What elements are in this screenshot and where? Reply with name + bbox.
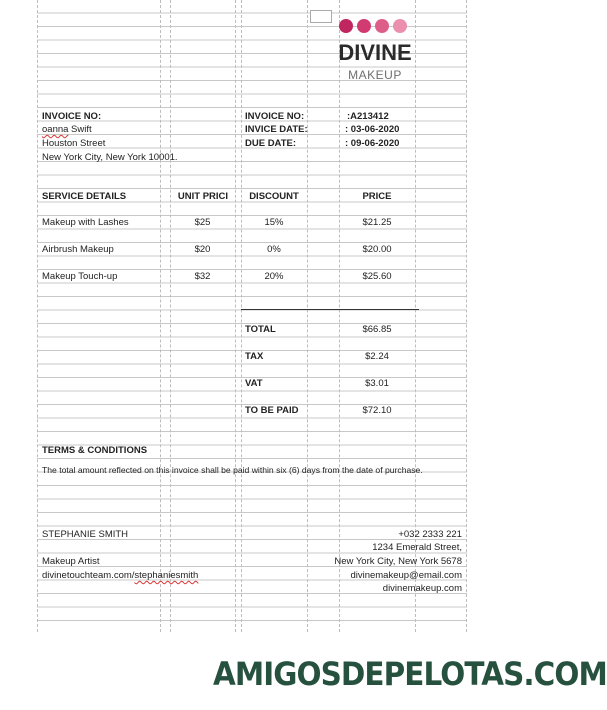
- due-date-label: DUE DATE:: [245, 138, 297, 149]
- artist-name: STEPHANIE SMITH: [42, 529, 129, 540]
- brand-subtitle: MAKEUP: [348, 68, 402, 82]
- terms-heading: TERMS & CONDITIONS: [42, 445, 148, 456]
- client-name: oanna Swift: [42, 124, 92, 135]
- vat-value: $3.01: [365, 378, 389, 389]
- to-be-paid-value: $72.10: [362, 405, 392, 416]
- contact-phone: +032 2333 221: [398, 529, 462, 540]
- header-service: SERVICE DETAILS: [42, 191, 127, 202]
- grid-line: [235, 0, 236, 632]
- header-price: PRICE: [362, 191, 392, 202]
- invoice-date-value: : 03-06-2020: [345, 124, 400, 135]
- table-row-price: $20.00: [362, 244, 392, 255]
- table-row-discount: 15%: [264, 217, 284, 228]
- to-be-paid-label: TO BE PAID: [245, 405, 299, 416]
- due-date-value: : 09-06-2020: [345, 138, 400, 149]
- grid-line: [170, 0, 171, 632]
- table-row-service: Makeup Touch-up: [42, 271, 118, 282]
- website-handle: stephaniesmith: [134, 570, 199, 581]
- tax-value: $2.24: [365, 351, 389, 362]
- table-row-price: $21.25: [362, 217, 392, 228]
- header-discount: DISCOUNT: [249, 191, 299, 202]
- bill-to-label: INVOICE NO:: [42, 111, 102, 122]
- terms-text: The total amount reflected on this invoice shall be paid within six (6) days from the date of purchase.: [42, 465, 423, 475]
- client-city: New York City, New York 10001.: [42, 152, 178, 163]
- table-row-service: Airbrush Makeup: [42, 244, 114, 255]
- brand-dot-icon: [393, 19, 407, 33]
- brand-dot-icon: [357, 19, 371, 33]
- total-label: TOTAL: [245, 324, 276, 335]
- contact-email: divinemakeup@email.com: [350, 570, 462, 581]
- totals-divider: [241, 309, 419, 310]
- grid-line: [160, 0, 161, 632]
- total-value: $66.85: [362, 324, 392, 335]
- grid-line: [241, 0, 242, 632]
- artist-role: Makeup Artist: [42, 556, 100, 567]
- brand-name: DIVINE: [338, 40, 412, 65]
- table-row-discount: 0%: [267, 244, 281, 255]
- table-row-unit: $20: [194, 244, 211, 255]
- invoice-number-value: :A213412: [347, 111, 389, 122]
- cell-marker: [310, 10, 332, 23]
- website-prefix: divinetouchteam.com/: [42, 570, 135, 581]
- brand-dot-icon: [375, 19, 389, 33]
- header-unit-price: UNIT PRICI: [177, 191, 229, 202]
- artist-website: [42, 570, 198, 582]
- brand-dot-icon: [339, 19, 353, 33]
- invoice-date-label: INVICE DATE:: [245, 124, 308, 135]
- contact-website: divinemakeup.com: [382, 583, 462, 594]
- client-first-name: oanna: [42, 124, 69, 135]
- client-street: Houston Street: [42, 138, 106, 149]
- contact-address-line2: New York City, New York 5678: [334, 556, 462, 567]
- invoice-sheet: [37, 0, 467, 632]
- invoice-number-label: INVOICE NO:: [245, 111, 305, 122]
- contact-address-line1: 1234 Emerald Street,: [372, 542, 462, 553]
- table-row-discount: 20%: [264, 271, 284, 282]
- grid-line: [37, 0, 38, 632]
- grid-line: [466, 0, 467, 632]
- vat-label: VAT: [245, 378, 263, 389]
- table-row-price: $25.60: [362, 271, 392, 282]
- table-row-unit: $25: [194, 217, 211, 228]
- tax-label: TAX: [245, 351, 264, 362]
- watermark-logo: AMIGOSDEPELOTAS.COM: [213, 655, 607, 693]
- table-row-service: Makeup with Lashes: [42, 217, 129, 228]
- table-row-unit: $32: [194, 271, 211, 282]
